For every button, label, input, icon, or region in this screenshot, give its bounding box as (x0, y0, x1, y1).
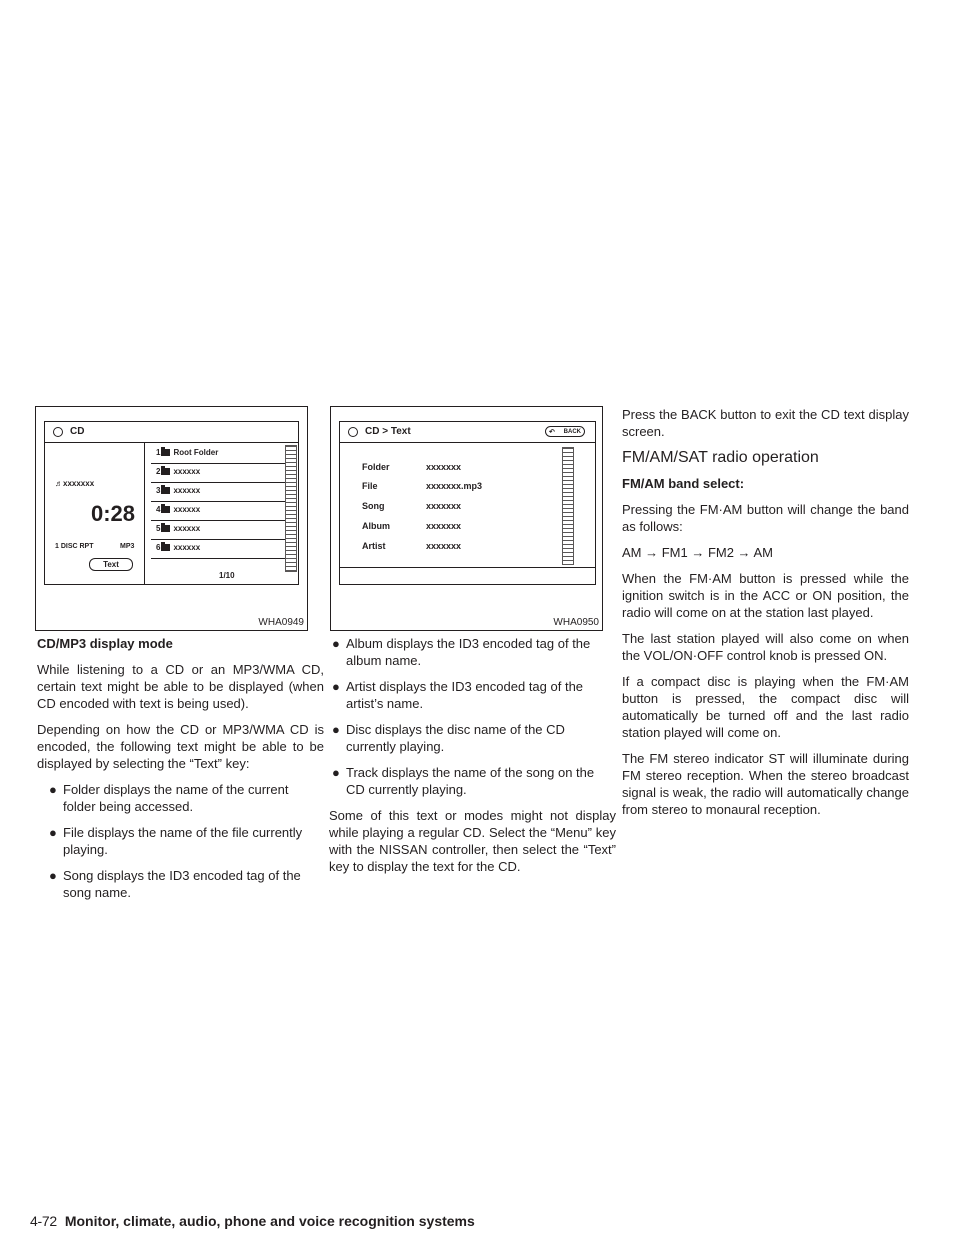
item-name: Root Folder (173, 448, 219, 457)
chapter-title: Monitor, climate, audio, phone and voice recognition systems (64, 1213, 475, 1229)
item-name: xxxxxx (173, 467, 201, 476)
column-middle (329, 635, 616, 884)
column-left (37, 635, 324, 910)
page-indicator: 1/10 (219, 571, 235, 580)
paragraph: While listening to a CD or an MP3/WMA CD, certain text might be able to be displayed (when CD encoded with text is being used). (37, 662, 324, 711)
mode-indicator: 1 DISC RPT (55, 543, 94, 550)
folder-icon (161, 525, 170, 532)
list-item[interactable] (156, 540, 200, 556)
text-row-album (362, 521, 390, 531)
folder-icon (161, 449, 170, 456)
row-key: File (362, 481, 378, 491)
bullet-text: Artist displays the ID3 encoded tag of the artist’s name. (346, 679, 584, 711)
bullet-icon: ● (49, 868, 57, 883)
figure-cd-display (35, 406, 308, 631)
track-name-text: xxxxxxx (63, 479, 95, 488)
figure-cd-text (330, 406, 603, 631)
row-divider (340, 567, 595, 568)
bullet-text: Song displays the ID3 encoded tag of the song name. (63, 868, 301, 900)
text-row-artist (362, 541, 386, 551)
band-sequence: AM → FM1 → FM2 → AM (622, 545, 773, 560)
paragraph: Pressing the FM·AM button will change the band as follows: (622, 502, 909, 534)
folder-icon (161, 544, 170, 551)
scrollbar[interactable] (562, 447, 574, 565)
row-divider (151, 558, 285, 559)
bullet-item (46, 824, 324, 858)
text-row-value: xxxxxxx (426, 521, 462, 531)
text-row-value: xxxxxxx (426, 501, 462, 511)
item-number: 6 (156, 543, 161, 552)
text-row-value: xxxxxxx.mp3 (426, 481, 483, 491)
section-title: FM/AM/SAT radio operation (622, 449, 819, 466)
item-number: 2 (156, 467, 161, 476)
list-item[interactable] (156, 483, 200, 499)
bullet-text: Album displays the ID3 encoded tag of the album name. (346, 636, 591, 668)
section-heading: CD/MP3 display mode (37, 636, 173, 651)
circle-icon (348, 427, 358, 437)
item-number: 3 (156, 486, 161, 495)
bullet-text: Disc displays the disc name of the CD currently playing. (346, 722, 565, 754)
cd-screen (44, 421, 299, 585)
row-key: Artist (362, 541, 386, 551)
bullet-icon: ● (332, 722, 340, 737)
bullet-item (46, 867, 324, 901)
elapsed-time: 0:28 (91, 501, 136, 526)
circle-icon (53, 427, 63, 437)
text-button-label: Text (103, 560, 119, 569)
bullet-text: File displays the name of the file currently playing. (63, 825, 303, 857)
item-name: xxxxxx (173, 505, 201, 514)
screen-title: CD > Text (365, 426, 411, 437)
folder-icon (161, 468, 170, 475)
bullet-icon: ● (332, 679, 340, 694)
paragraph: If a compact disc is playing when the FM·AM button is pressed, the compact disc will automatically be turned off and the last radio station played will come on. (622, 674, 909, 740)
screen-header (45, 422, 298, 443)
screen-header (340, 422, 595, 443)
paragraph: The FM stereo indicator ST will illuminate during FM stereo reception. When the stereo broadcast signal is weak, the radio will automatically change from stereo to monaural reception. (622, 751, 909, 817)
text-row-folder (362, 462, 390, 472)
text-row-value: xxxxxxx (426, 462, 462, 472)
row-key: Song (362, 501, 385, 511)
folder-icon (161, 506, 170, 513)
figure-label: WHA0949 (258, 617, 304, 628)
back-button[interactable] (545, 426, 585, 437)
row-key: Album (362, 521, 390, 531)
page-number: 4-72 (30, 1213, 57, 1229)
paragraph: Press the BACK button to exit the CD text display screen. (622, 407, 909, 439)
bullet-icon: ● (332, 765, 340, 780)
text-row-file (362, 481, 378, 491)
cd-text-screen (339, 421, 596, 585)
list-item[interactable] (156, 445, 218, 461)
bullet-item (46, 781, 324, 815)
track-name: ♬xxxxxxx (55, 479, 95, 488)
list-item[interactable] (156, 502, 200, 518)
folder-list (151, 445, 285, 565)
bullet-item (329, 635, 616, 669)
folder-icon (161, 487, 170, 494)
paragraph: Depending on how the CD or MP3/WMA CD is encoded, the following text might be able to be displayed by selecting the “Text” key: (37, 722, 324, 771)
text-button[interactable] (89, 558, 133, 571)
scrollbar[interactable] (285, 445, 297, 572)
item-number: 5 (156, 524, 161, 533)
list-item[interactable] (156, 464, 200, 480)
text-row-song (362, 501, 385, 511)
screen-title: CD (70, 426, 85, 437)
item-number: 1 (156, 448, 161, 457)
bullet-icon: ● (332, 636, 340, 651)
page-footer (30, 1213, 475, 1229)
item-name: xxxxxx (173, 543, 201, 552)
format-indicator: MP3 (120, 543, 135, 550)
bullet-icon: ● (49, 825, 57, 840)
paragraph: The last station played will also come on when the VOL/ON·OFF control knob is pressed ON. (622, 631, 909, 663)
paragraph: When the FM·AM button is pressed while the ignition switch is in the ACC or ON position, the radio will come on at the station last played. (622, 571, 909, 620)
back-arrow-icon: ↶ (549, 429, 555, 436)
bullet-icon: ● (49, 782, 57, 797)
figure-label: WHA0950 (553, 617, 599, 628)
back-button-label: BACK (563, 429, 581, 435)
bullet-text: Track displays the name of the song on the CD currently playing. (346, 765, 595, 797)
row-key: Folder (362, 462, 390, 472)
bullet-item (329, 678, 616, 712)
column-right (622, 406, 909, 827)
list-item[interactable] (156, 521, 200, 537)
text-row-value: xxxxxxx (426, 541, 462, 551)
subheading: FM/AM band select: (622, 476, 745, 491)
item-number: 4 (156, 505, 161, 514)
paragraph: Some of this text or modes might not display while playing a regular CD. Select the “Menu” key with the NISSAN controller, then select the “Text” key to display the text for the CD. (329, 808, 616, 874)
item-name: xxxxxx (173, 486, 201, 495)
divider (144, 442, 145, 585)
item-name: xxxxxx (173, 524, 201, 533)
bullet-item (329, 764, 616, 798)
bullet-text: Folder displays the name of the current folder being accessed. (63, 782, 289, 814)
bullet-item (329, 721, 616, 755)
